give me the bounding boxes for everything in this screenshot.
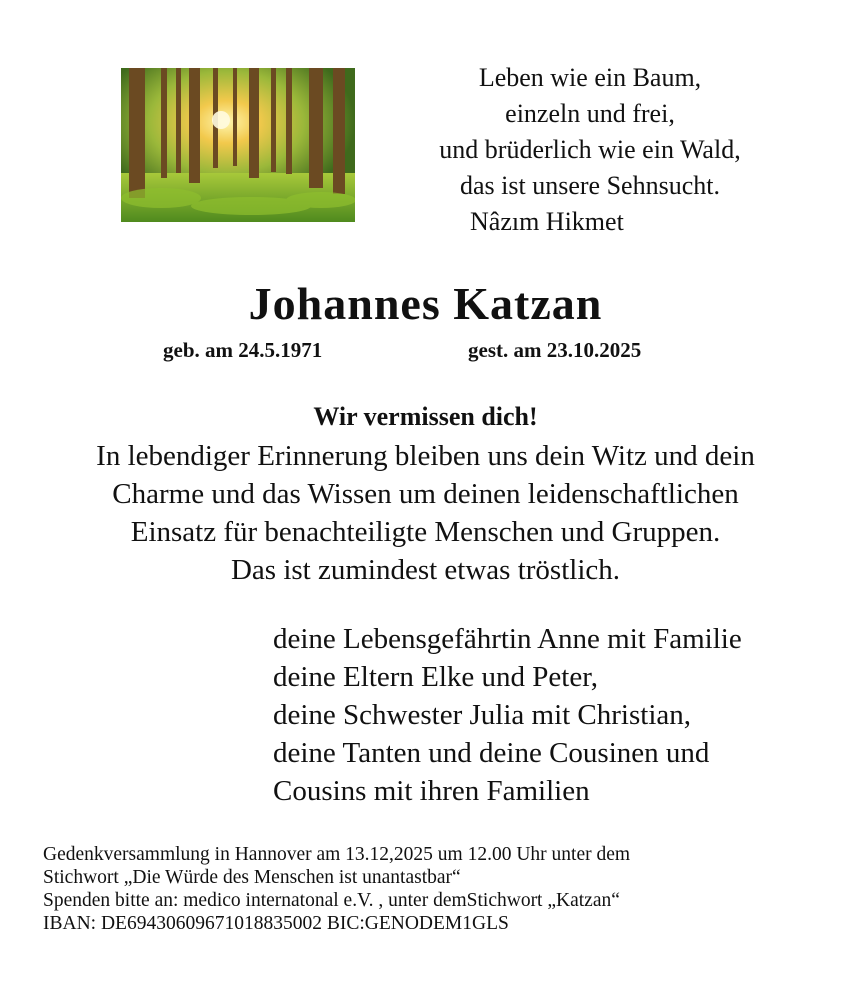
bank-details-line: IBAN: DE69430609671018835002 BIC:GENODEM1GLS — [43, 913, 509, 934]
quote-line: einzeln und frei, — [505, 99, 675, 128]
mourner-line: Cousins mit ihren Familien — [273, 775, 590, 807]
quote-line: und brüderlich wie ein Wald, — [439, 135, 741, 164]
death-date: gest. am 23.10.2025 — [468, 338, 642, 362]
quote-line: das ist unsere Sehnsucht. — [460, 171, 720, 200]
birth-date: geb. am 24.5.1971 — [163, 338, 323, 362]
memorial-message — [0, 437, 851, 589]
message-line: Charme und das Wissen um deinen leidenschaftlichen — [112, 478, 739, 510]
message-line: Das ist zumindest etwas tröstlich. — [230, 554, 621, 586]
quote-author: Nâzım Hikmet — [470, 207, 624, 236]
poem-quote — [380, 60, 800, 240]
forest-photo — [121, 68, 355, 222]
message-line: In lebendiger Erinnerung bleiben uns dein Witz und dein — [96, 440, 755, 472]
message-title: Wir vermissen dich! — [313, 402, 538, 431]
mourners-list — [273, 620, 742, 810]
deceased-name: Johannes Katzan — [248, 278, 603, 329]
donation-line: Spenden bitte an: medico internatonal e.V. , unter demStichwort „Katzan“ — [43, 890, 620, 911]
mourner-line: deine Tanten und deine Cousinen und — [273, 737, 710, 769]
memorial-event-line: Stichwort „Die Würde des Menschen ist unantastbar“ — [43, 867, 461, 888]
message-line: Einsatz für benachteiligte Menschen und Gruppen. — [130, 516, 721, 548]
quote-line: Leben wie ein Baum, — [478, 63, 702, 92]
mourner-line: deine Schwester Julia mit Christian, — [273, 699, 692, 731]
mourner-line: deine Lebensgefährtin Anne mit Familie — [273, 623, 742, 655]
memorial-event-line: Gedenkversammlung in Hannover am 13.12,2025 um 12.00 Uhr unter dem — [43, 844, 631, 865]
mourner-line: deine Eltern Elke und Peter, — [273, 661, 598, 693]
event-and-donation-info — [43, 843, 630, 935]
